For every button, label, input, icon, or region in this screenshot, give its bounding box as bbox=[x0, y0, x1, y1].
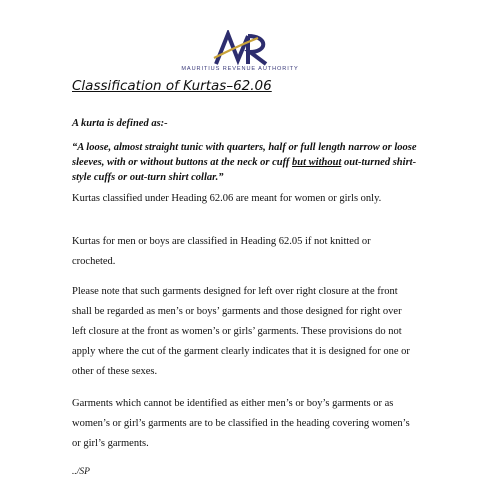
page-footer: ../SP bbox=[72, 467, 90, 477]
quote-text-underlined: but without bbox=[292, 157, 342, 168]
page-title: Classification of Kurtas–62.06 bbox=[72, 78, 272, 94]
logo-caption: MAURITIUS REVENUE AUTHORITY bbox=[181, 66, 299, 72]
paragraph-closure-note: Please note that such garments designed for left over right closure at the front shall be regarded as men’s or boys’ garments and those designed for right over left closure at the front as women’s or girls’ garments. These provisions do not apply where the cut of the garment clearly indicates that it is designed for one or other of these sexes. bbox=[72, 286, 410, 377]
quote-text-start: “A loose, almost straight tunic with quarters, half or full length narrow or loose sleeves, with or without buttons at the neck or cuff bbox=[72, 142, 417, 168]
definition-heading: A kurta is defined as:- bbox=[72, 118, 168, 129]
paragraph-men-boys: Kurtas for men or boys are classified in Heading 62.05 if not knitted or crocheted. bbox=[72, 236, 371, 267]
quote-text-end: out-turned shirt-style cuffs or out-turn shirt collar.” bbox=[72, 157, 417, 183]
definition-quote bbox=[72, 140, 417, 185]
paragraph-women-girls: Kurtas classified under Heading 62.06 are meant for women or girls only. bbox=[72, 193, 382, 204]
mra-logo-icon bbox=[212, 30, 272, 66]
paragraph-unidentified-garments: Garments which cannot be identified as either men’s or boy’s garments or as women’s or girl’s garments are to be classified in the heading covering women’s or girl’s garments. bbox=[72, 398, 410, 449]
